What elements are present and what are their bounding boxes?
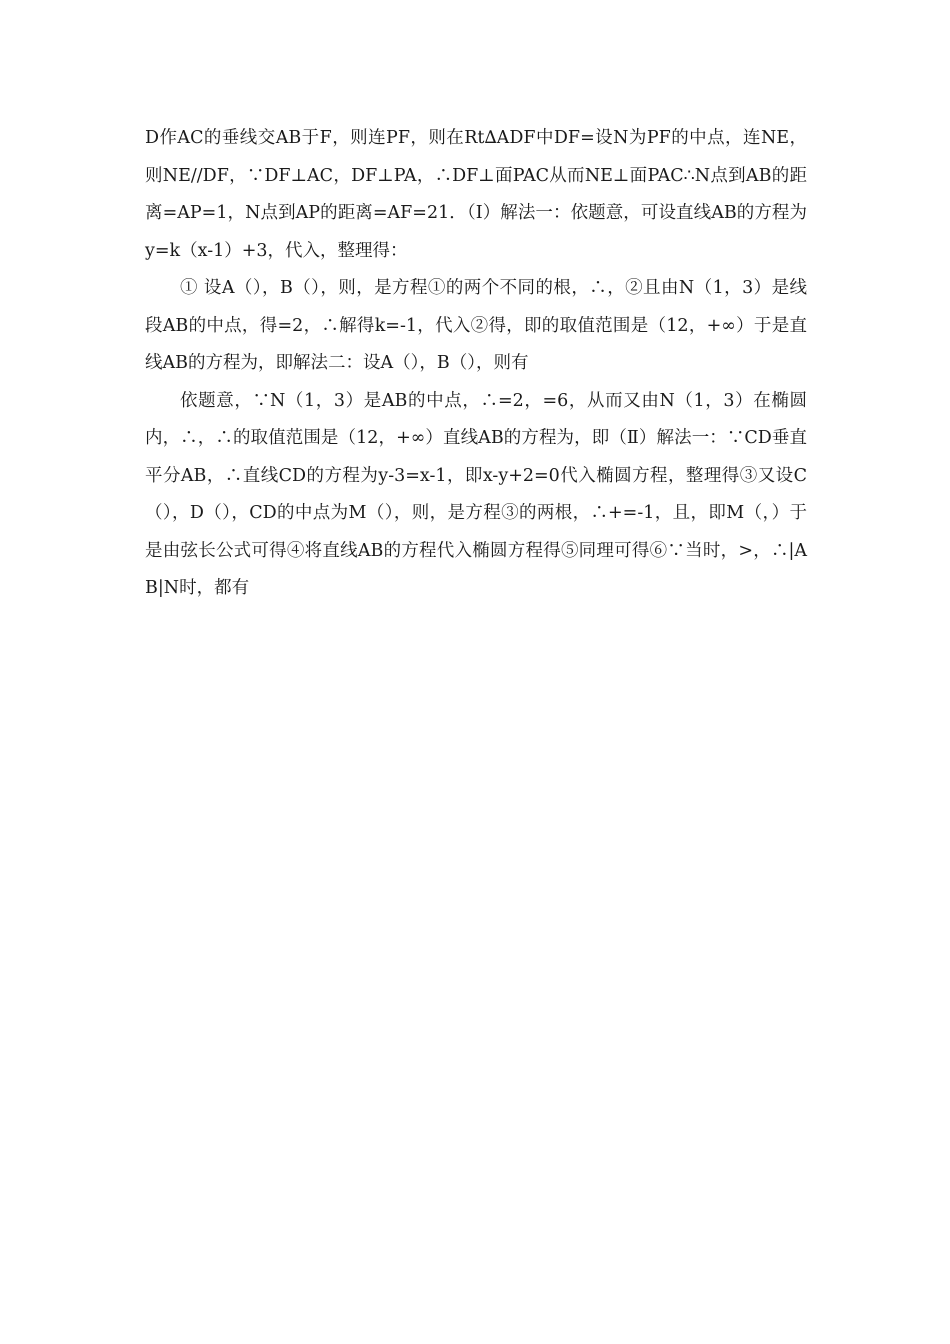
paragraph-2: ① 设A（），B（），则，是方程①的两个不同的根，∴，②且由N（1，3）是线段AB的中点，得=2，∴解得k=-1，代入②得，即的取值范围是（12，+∞）于是直线AB的方程为，即解法二：设A（），B（），则有 xyxy=(145,278,807,373)
paragraph-1: D作AC的垂线交AB于F，则连PF，则在Rt∆ADF中DF=设N为PF的中点，连NE，则NE//DF，∵DF⊥AC，DF⊥PA，∴DF⊥面PAC从而NE⊥面PAC∴N点到AB的距离=AP=1，N点到AP的距离=AF=21．（Ⅰ）解法一：依题意，可设直线AB的方程为y=k（x-1）+3，代入，整理得： xyxy=(145,128,807,261)
paragraph-3: 依题意，∵N（1，3）是AB的中点，∴=2，=6，从而又由N（1，3）在椭圆内，∴，∴的取值范围是（12，+∞）直线AB的方程为，即（Ⅱ）解法一：∵CD垂直平分AB，∴直线CD的方程为y-3=x-1，即x-y+2=0代入椭圆方程，整理得③又设C（），D（），CD的中点为M（），则，是方程③的两根，∴+=-1，且，即M（，）于是由弦长公式可得④将直线AB的方程代入椭圆方程得⑤同理可得⑥∵当时，>，∴|AB|N时，都有 xyxy=(145,390,807,598)
document-body xyxy=(145,120,807,608)
